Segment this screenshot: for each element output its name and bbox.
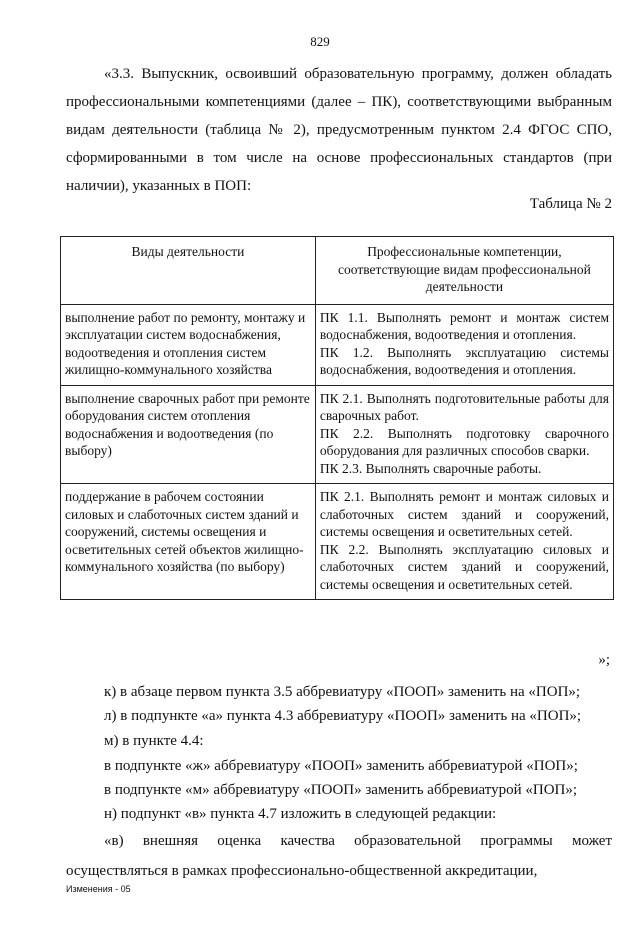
page-number: 829 — [310, 34, 330, 49]
competency-cell — [315, 484, 613, 600]
activity-cell: выполнение работ по ремонту, монтажу и эксплуатации систем водоснабжения, водоотведения и отопления систем жилищно-коммунального хозяйства — [61, 304, 316, 385]
competency-cell — [315, 385, 613, 484]
amendment-n: н) подпункт «в» пункта 4.7 изложить в следующей редакции: — [104, 806, 497, 822]
competency-item: ПК 2.3. Выполнять сварочные работы. — [319, 460, 542, 476]
competency-item: ПК 2.1. Выполнять ремонт и монтаж силовых и слаботочных систем зданий и сооружений, системы освещения и осветительных сетей. — [319, 489, 609, 539]
amendment-m: м) в пункте 4.4: — [104, 733, 204, 749]
amendment-k: к) в абзаце первом пункта 3.5 аббревиатуру «ПООП» заменить на «ПОП»; — [104, 684, 581, 700]
competency-item: ПК 2.1. Выполнять подготовительные работы для сварочных работ. — [319, 390, 609, 423]
competency-item: ПК 1.2. Выполнять эксплуатацию системы водоснабжения, водоотведения и отопления. — [319, 344, 609, 377]
closing-quote: »; — [598, 652, 610, 668]
intro-paragraph: «3.3. Выпускник, освоивший образовательную программу, должен обладать профессиональными компетенциями (далее – ПК), соответствующими выбранным видам деятельности (таблица № 2), предусмотренным пунктом 2.4 ФГОС СПО, сформированными в том числе на основе профессиональных стандартов (при наличии), указанных в ПОП: — [66, 66, 612, 194]
header-activities: Виды деятельности — [61, 237, 316, 305]
competency-cell — [315, 304, 613, 385]
amendment-m-zh: в подпункте «ж» аббревиатуру «ПООП» заменить аббревиатурой «ПОП»; — [104, 758, 578, 774]
table-header-row — [61, 237, 614, 305]
table-row — [61, 385, 614, 484]
amendment-m-m: в подпункте «м» аббревиатуру «ПООП» заменить аббревиатурой «ПОП»; — [104, 782, 578, 798]
table-caption: Таблица № 2 — [529, 196, 612, 212]
header-competencies: Профессиональные компетенции, соответствующие видам профессиональной деятельности — [315, 237, 613, 305]
amendment-l: л) в подпункте «а» пункта 4.3 аббревиатуру «ПООП» заменить на «ПОП»; — [104, 708, 582, 724]
competencies-table — [60, 236, 614, 600]
activity-cell: выполнение сварочных работ при ремонте оборудования систем отопления водоснабжения и водоотведения (по выбору) — [61, 385, 316, 484]
competency-item: ПК 2.2. Выполнять эксплуатацию силовых и слаботочных систем зданий и сооружений, системы освещения и осветительных сетей. — [319, 541, 609, 592]
table-row — [61, 304, 614, 385]
activity-cell: поддержание в рабочем состоянии силовых и слаботочных систем зданий и сооружений, системы освещения и осветительных сетей объектов жилищно-коммунального хозяйства (по выбору) — [61, 484, 316, 600]
competency-item: ПК 2.2. Выполнять подготовку сварочного оборудования для различных способов сварки. — [319, 425, 609, 458]
table-row — [61, 484, 614, 600]
footer-note: Изменения - 05 — [66, 884, 131, 894]
amendment-text-v: «в) внешняя оценка качества образовательной программы может осуществляться в рамках профессионально-общественной аккредитации, — [66, 833, 612, 879]
competency-item: ПК 1.1. Выполнять ремонт и монтаж систем водоснабжения, водоотведения и отопления. — [319, 309, 609, 342]
